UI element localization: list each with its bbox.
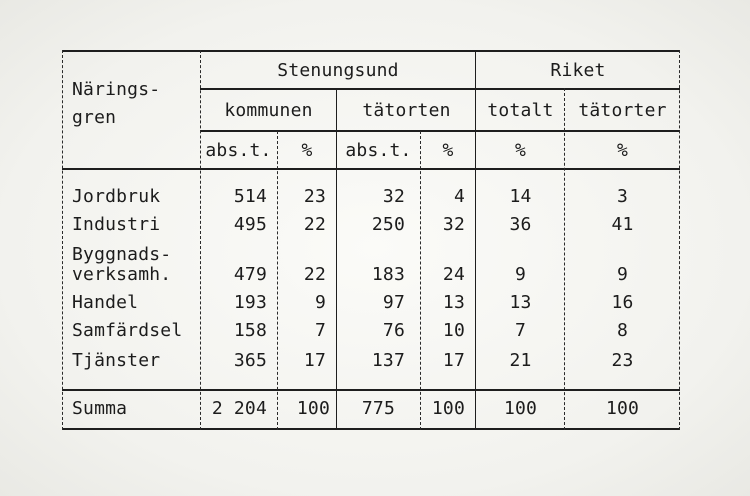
stenungsund-heading: Stenungsund — [277, 60, 399, 81]
totalt-value: 9 — [514, 264, 527, 285]
summa-totalt: 100 — [503, 398, 538, 419]
tatorten-pct-value: 17 — [442, 350, 465, 371]
row-label: Samfärdsel — [72, 320, 183, 341]
tatorter-value: 8 — [616, 320, 629, 341]
kommunen-abs-value: 193 — [233, 292, 267, 313]
tatorten-abs-value: 32 — [382, 186, 405, 207]
totalt-value: 13 — [509, 292, 532, 313]
naringsgren-heading-line1: Närings- — [72, 79, 161, 100]
totalt-value: 36 — [509, 214, 532, 235]
naringsgren-heading-line2: gren — [72, 107, 117, 128]
riket-heading: Riket — [550, 60, 606, 81]
tatorten-pct-heading: % — [442, 140, 454, 161]
tatorten-pct-value: 24 — [442, 264, 465, 285]
tatorten-pct-value: 10 — [442, 320, 465, 341]
summa-label: Summa — [72, 398, 128, 419]
tatorten-pct-value: 4 — [453, 186, 465, 207]
tatorten-abs-value: 183 — [371, 264, 405, 285]
summa-top-rule — [62, 389, 680, 391]
totalt-value: 7 — [514, 320, 527, 341]
kommunen-pct-value: 22 — [303, 214, 326, 235]
totalt-value: 21 — [509, 350, 532, 371]
subheader-rule — [200, 88, 680, 90]
kommunen-abs-value: 514 — [233, 186, 267, 207]
row-label-line1: Byggnads- — [72, 244, 172, 265]
summa-tatorter: 100 — [605, 398, 640, 419]
left-border — [62, 50, 63, 430]
kommunen-pct-value: 7 — [314, 320, 326, 341]
statistics-table — [62, 50, 680, 430]
tatorten-abs-value: 76 — [382, 320, 405, 341]
column-header-rule — [200, 130, 680, 132]
row-label-line2: verksamh. — [72, 264, 172, 285]
tatorter-heading: tätorter — [578, 100, 667, 121]
kommunen-pct-heading: % — [301, 140, 313, 161]
summa-tatorten-abs: 775 — [361, 398, 395, 419]
kommunen-pct-value: 17 — [303, 350, 326, 371]
summa-kommunen-abs: 2 204 — [211, 398, 267, 419]
row-label: Handel — [72, 292, 139, 313]
row-label: Tjänster — [72, 350, 161, 371]
summa-kommunen-pct: 100 — [296, 398, 330, 419]
kommunen-abs-value: 479 — [233, 264, 267, 285]
row-label: Jordbruk — [72, 186, 161, 207]
totalt-value: 14 — [509, 186, 532, 207]
summa-tatorten-pct: 100 — [431, 398, 465, 419]
tatorten-abs-value: 250 — [371, 214, 405, 235]
table-top-rule — [62, 50, 680, 52]
tatorter-value: 23 — [611, 350, 634, 371]
tatorten-pct-value: 13 — [442, 292, 465, 313]
kommunen-heading: kommunen — [224, 100, 313, 121]
header-bottom-rule — [62, 168, 680, 170]
tatorten-abs-value: 137 — [371, 350, 405, 371]
kommunen-abs-value: 158 — [233, 320, 267, 341]
tatorter-value: 41 — [611, 214, 634, 235]
totalt-pct-heading: % — [514, 140, 527, 161]
tatorten-abs-value: 97 — [382, 292, 405, 313]
tatorter-value: 9 — [616, 264, 629, 285]
tatorten-pct-value: 32 — [442, 214, 465, 235]
tatorten-abs-heading: abs.t. — [345, 140, 412, 161]
tatorter-value: 16 — [611, 292, 634, 313]
kommunen-abs-value: 495 — [233, 214, 267, 235]
totalt-heading: totalt — [487, 100, 554, 121]
tatorter-pct-heading: % — [616, 140, 629, 161]
kommunen-pct-value: 22 — [303, 264, 326, 285]
kommunen-pct-value: 23 — [303, 186, 326, 207]
kommunen-abs-value: 365 — [233, 350, 267, 371]
kommunen-abs-heading: abs.t. — [205, 140, 272, 161]
tatorter-value: 3 — [616, 186, 629, 207]
kommunen-pct-value: 9 — [314, 292, 326, 313]
row-label: Industri — [72, 214, 161, 235]
table-bottom-rule — [62, 428, 680, 430]
tatorten-heading: tätorten — [362, 100, 451, 121]
